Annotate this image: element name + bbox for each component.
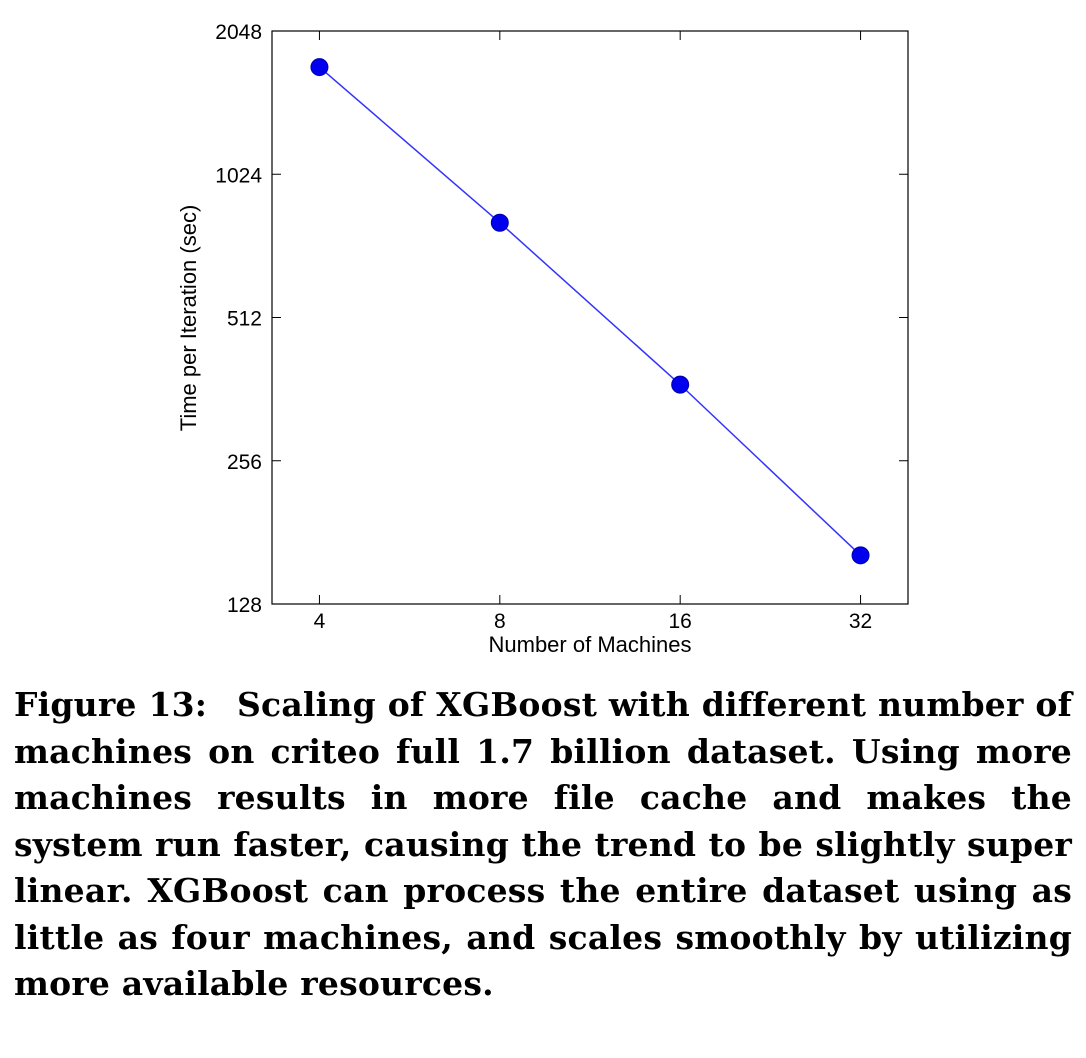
x-tick-label: 16	[668, 610, 692, 633]
x-axis-ticks	[314, 31, 873, 633]
y-tick-label: 1024	[215, 164, 262, 188]
series-layer	[311, 59, 869, 564]
data-point	[311, 59, 328, 76]
series-line	[319, 67, 860, 555]
x-tick-label: 4	[313, 610, 326, 633]
y-tick-label: 128	[226, 594, 262, 617]
figure-caption	[14, 682, 1072, 1008]
plot-frame	[272, 31, 908, 604]
y-tick-label: 512	[226, 307, 262, 331]
y-axis-ticks	[215, 21, 908, 617]
caption-label: Figure 13:	[14, 685, 208, 724]
x-axis-label: Number of Machines	[488, 632, 692, 657]
x-tick-label: 8	[493, 610, 506, 633]
data-point	[672, 376, 689, 393]
y-tick-label: 2048	[215, 21, 262, 44]
data-point	[491, 214, 508, 231]
x-tick-label: 32	[848, 610, 873, 633]
caption-text: Scaling of XGBoost with different number of machines on criteo full 1.7 billion dataset. Using more machines results in more file cache and makes the system run faster, causing the trend to be slightly super linear. XGBoost can process the entire dataset using as little as four machines, and scales smoothly by utilizing more available resources.	[14, 685, 1072, 1003]
y-tick-label: 256	[226, 450, 262, 474]
y-axis-label: Time per Iteration (sec)	[176, 204, 201, 432]
data-point	[852, 547, 869, 564]
